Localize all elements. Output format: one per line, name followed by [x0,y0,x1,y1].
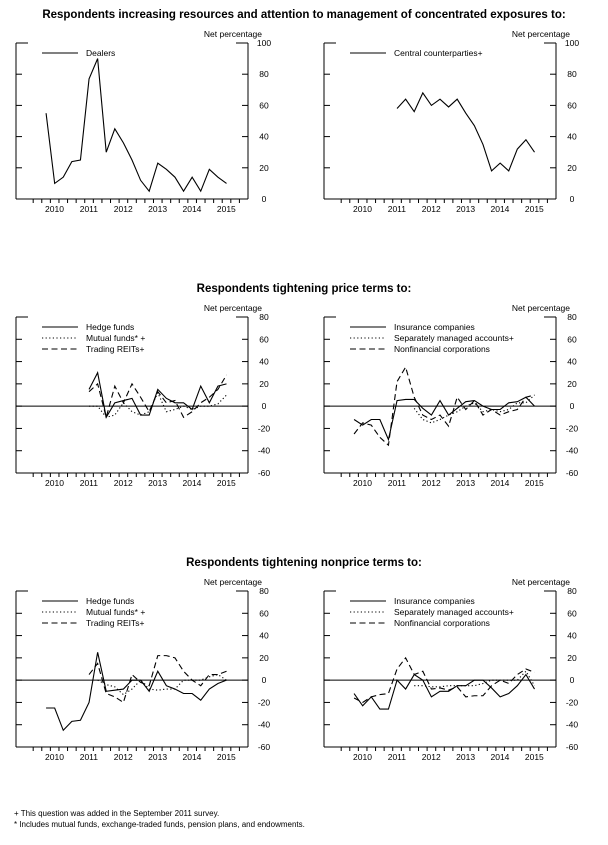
y-tick-label: -60 [257,742,271,752]
x-year-label: 2015 [524,752,544,762]
y-tick-label: 40 [567,356,577,367]
y-tick-label: -40 [257,445,271,456]
x-year-label: 2014 [182,478,202,488]
x-year-label: 2014 [490,752,510,762]
chart-row-exposures [0,29,608,217]
y-tick-label: -40 [565,445,579,456]
x-year-label: 2011 [387,204,407,214]
x-year-label: 2015 [216,478,236,488]
y-tick-label: 0 [261,401,267,412]
x-year-label: 2014 [182,752,202,762]
line-chart-price-institutions-svg [310,303,602,491]
legend-label-mutual-funds: Mutual funds* + [86,607,146,617]
x-year-label: 2010 [353,478,372,488]
chart-dealers [2,29,294,217]
legend-label-separately-managed-accounts: Separately managed accounts+ [394,333,514,343]
y-tick-label: 60 [259,100,269,111]
x-year-label: 2012 [421,204,441,214]
chart-central-counterparties [310,29,602,217]
legend-label-trading-reits: Trading REITs+ [86,344,145,354]
legend [42,48,115,58]
x-year-label: 2015 [216,752,236,762]
x-year-label: 2015 [524,478,544,488]
legend-label-hedge-funds: Hedge funds [86,322,135,332]
y-tick-label: 0 [569,401,575,412]
y-tick-label: 60 [259,334,269,345]
x-year-label: 2013 [456,204,476,214]
legend [42,322,145,354]
x-year-label: 2012 [421,478,441,488]
section-title-nonprice-terms: Respondents tightening nonprice terms to: [186,557,422,569]
y-tick-label: 20 [259,378,269,389]
y-tick-label: 60 [567,100,577,111]
series-line-hedge-funds [46,652,226,730]
series-line-dealers [46,59,226,192]
x-year-label: 2013 [148,478,168,488]
x-year-label: 2011 [387,752,407,762]
net-percentage-label: Net percentage [203,29,262,39]
y-tick-label: 40 [259,630,269,641]
y-tick-label: 40 [567,630,577,641]
x-year-label: 2013 [148,204,168,214]
x-year-label: 2010 [45,752,64,762]
y-tick-label: 40 [259,131,269,142]
x-year-label: 2010 [45,478,64,488]
legend [350,322,514,354]
y-tick-label: 100 [256,38,272,48]
y-tick-label: -20 [565,423,579,434]
y-tick-label: -40 [257,719,271,730]
legend-label-nonfinancial-corporations: Nonfinancial corporations [394,618,490,628]
x-year-label: 2011 [79,204,99,214]
x-year-label: 2012 [113,478,133,488]
x-year-label: 2010 [45,204,64,214]
y-tick-label: 20 [567,162,577,173]
y-tick-label: 0 [261,194,267,204]
x-year-label: 2011 [79,478,99,488]
chart-row-nonprice-terms [0,577,608,765]
chart-nonprice-terms-institutions [310,577,602,765]
x-year-label: 2013 [456,752,476,762]
line-chart-central-counterparties-svg [310,29,602,217]
line-chart-nonprice-funds-svg [2,577,294,765]
footnote-plus: + This question was added in the September 2011 survey. [14,809,220,818]
series-line-separately-managed-accounts [414,671,534,687]
footnote-asterisk: * Includes mutual funds, exchange-traded funds, pension plans, and endowments. [14,819,305,829]
net-percentage-label: Net percentage [511,577,570,587]
line-chart-price-funds-svg [2,303,294,491]
x-year-label: 2012 [421,752,441,762]
y-tick-label: -60 [565,468,579,478]
y-tick-label: 60 [567,608,577,619]
legend-label-nonfinancial-corporations: Nonfinancial corporations [394,344,490,354]
y-tick-label: -20 [257,423,271,434]
x-year-label: 2011 [79,752,99,762]
net-percentage-label: Net percentage [511,303,570,313]
page-title: Respondents increasing resources and attention to management of concentrated exposures to: [42,9,566,21]
y-tick-label: 20 [259,162,269,173]
y-tick-label: -60 [257,468,271,478]
legend-label-separately-managed-accounts: Separately managed accounts+ [394,607,514,617]
series-line-trading-reits [89,656,226,703]
x-year-label: 2012 [113,204,133,214]
y-tick-label: 80 [259,312,269,322]
chart-price-terms-funds [2,303,294,491]
y-tick-label: 20 [567,652,577,663]
x-year-label: 2011 [387,478,407,488]
legend-label-insurance-companies: Insurance companies [394,322,475,332]
series-line-insurance-companies [354,397,534,439]
y-tick-label: 0 [569,675,575,686]
legend [42,596,145,628]
x-year-label: 2010 [353,752,372,762]
x-year-label: 2014 [182,204,202,214]
line-chart-dealers-svg [2,29,294,217]
line-chart-nonprice-institutions-svg [310,577,602,765]
y-tick-label: -20 [257,697,271,708]
chart-row-price-terms [0,303,608,491]
y-tick-label: 20 [567,378,577,389]
section-title-price-terms: Respondents tightening price terms to: [196,283,412,295]
y-tick-label: 80 [259,586,269,596]
y-tick-label: 40 [567,131,577,142]
x-year-label: 2014 [490,478,510,488]
legend-label-mutual-funds: Mutual funds* + [86,333,146,343]
x-year-label: 2010 [353,204,372,214]
legend-label-central-counterparties: Central counterparties+ [394,48,483,58]
x-year-label: 2012 [113,752,133,762]
chart-nonprice-terms-funds [2,577,294,765]
legend-label-hedge-funds: Hedge funds [86,596,135,606]
y-tick-label: 60 [259,608,269,619]
y-tick-label: -20 [565,697,579,708]
net-percentage-label: Net percentage [511,29,570,39]
series-line-central-counterparties [397,93,534,171]
y-tick-label: 80 [567,312,577,322]
y-tick-label: -40 [565,719,579,730]
series-line-hedge-funds [89,373,226,418]
footnotes [0,809,608,830]
x-year-label: 2015 [524,204,544,214]
y-tick-label: 80 [567,586,577,596]
y-tick-label: 20 [259,652,269,663]
chart-price-terms-institutions [310,303,602,491]
net-percentage-label: Net percentage [203,303,262,313]
x-year-label: 2014 [490,204,510,214]
y-tick-label: 0 [261,675,267,686]
y-tick-label: 60 [567,334,577,345]
legend-label-dealers: Dealers [86,48,116,58]
y-tick-label: 100 [564,38,580,48]
net-percentage-label: Net percentage [203,577,262,587]
legend-label-insurance-companies: Insurance companies [394,596,475,606]
x-year-label: 2015 [216,204,236,214]
y-tick-label: 80 [567,69,577,80]
x-year-label: 2013 [148,752,168,762]
legend [350,596,514,628]
y-tick-label: -60 [565,742,579,752]
y-tick-label: 40 [259,356,269,367]
y-tick-label: 80 [259,69,269,80]
x-year-label: 2013 [456,478,476,488]
legend-label-trading-reits: Trading REITs+ [86,618,145,628]
legend [350,48,483,58]
y-tick-label: 0 [569,194,575,204]
